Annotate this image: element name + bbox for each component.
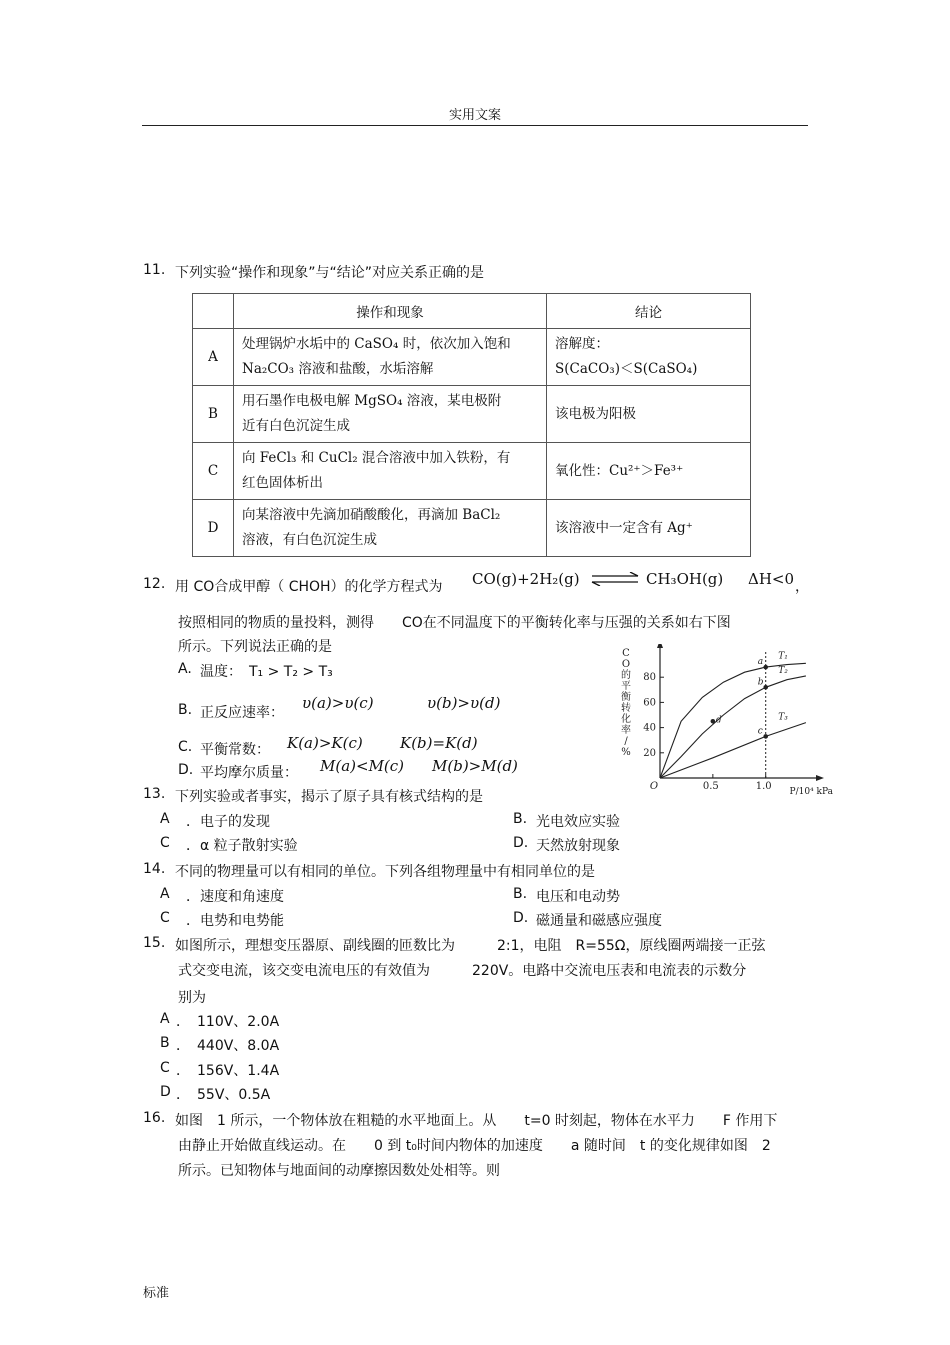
con-line: 溶解度：: [555, 336, 609, 352]
q12-formula: K(a)>K(c): [287, 734, 363, 752]
op-line: 红色固体析出: [242, 475, 323, 491]
q12-formula: M(a)<M(c): [320, 757, 405, 775]
y-axis-label-char: O: [621, 659, 631, 670]
q12-option-label: C.: [178, 739, 193, 755]
row-conclusion: 该电极为阳极: [547, 386, 751, 443]
q13-number: 13.: [143, 786, 166, 802]
q12-option-label: B.: [178, 702, 193, 718]
q15-option: ． 110V、2.0A: [176, 1014, 280, 1030]
x-axis-arrow: [816, 775, 824, 781]
row-operation: [234, 500, 547, 557]
q15-line1: 如图所示，理想变压器原、副线圈的匝数比为 2:1，电阻 R=55Ω，原线圈两端接一正弦: [175, 938, 766, 954]
page-footer: 标准: [143, 1286, 170, 1301]
q12-option-label: D.: [178, 762, 194, 778]
y-axis-label-char: /: [624, 736, 628, 747]
op-line: 处理锅炉水垢中的 CaSO₄ 时，依次加入饱和: [242, 336, 511, 352]
q13-option-c-label: C: [160, 835, 170, 851]
series-line-2: [660, 676, 806, 778]
q16-number: 16.: [143, 1110, 166, 1126]
q12-formula: K(b)=K(d): [400, 734, 478, 752]
op-line: 溶液，有白色沉淀生成: [242, 532, 377, 548]
q12-stem: 用 CO合成甲醇（ CHOH）的化学方程式为: [175, 579, 443, 595]
q16-line3: 所示。已知物体与地面间的动摩擦因数处处相等。则: [178, 1163, 500, 1179]
q14-option-d-label: D.: [513, 910, 529, 926]
row-operation: [234, 443, 547, 500]
q15-option: ． 156V、1.4A: [176, 1063, 280, 1079]
row-conclusion: [547, 329, 751, 386]
table-row: [193, 500, 751, 557]
data-point-c: [763, 734, 768, 739]
row-label: B: [193, 386, 234, 443]
header-operation: 操作和现象: [234, 294, 547, 329]
series-label: T₃: [778, 712, 788, 723]
table-corner: [193, 294, 234, 329]
x-tick-label: 1.0: [755, 781, 772, 792]
q15-line2: 式交变电流，该交变电流电压的有效值为 220V。电路中交流电压表和电流表的示数分: [178, 963, 747, 979]
y-axis-label-char: 平: [621, 681, 631, 692]
q12-option-text: 平均摩尔质量：: [200, 765, 298, 781]
q13-option-d: 天然放射现象: [536, 838, 620, 854]
table-row: [193, 329, 751, 386]
row-label: C: [193, 443, 234, 500]
series-label: T₂: [778, 665, 788, 676]
con-line: S(CaCO₃)＜S(CaSO₄): [555, 361, 698, 377]
y-axis-label-char: 转: [621, 703, 631, 714]
data-point-a: [763, 665, 768, 670]
q14-number: 14.: [143, 861, 166, 877]
y-axis-label-char: 的: [621, 670, 631, 681]
op-line: 向某溶液中先滴加硝酸酸化，再滴加 BaCl₂: [242, 507, 501, 523]
row-operation: [234, 329, 547, 386]
row-conclusion: 该溶液中一定含有 Ag⁺: [547, 500, 751, 557]
y-tick-label: 80: [643, 672, 656, 684]
co-conversion-chart: [614, 644, 834, 798]
q13-option-a-label: A: [160, 811, 170, 827]
q15-line3: 别为: [178, 990, 206, 1006]
q14-option-c-label: C: [160, 910, 170, 926]
y-tick-label: 40: [643, 722, 656, 734]
q15-option-label: A: [160, 1011, 170, 1027]
row-label: A: [193, 329, 234, 386]
row-label: D: [193, 500, 234, 557]
y-axis-label-char: 率: [621, 725, 631, 736]
q12-number: 12.: [143, 576, 166, 592]
q16-line2: 由静止开始做直线运动。在 0 到 t₀时间内物体的加速度 a 随时间 t 的变化规律如图 2: [178, 1138, 771, 1154]
row-conclusion: 氧化性：Cu²⁺＞Fe³⁺: [547, 443, 751, 500]
q11-table: [192, 293, 751, 557]
equation-dh: ΔH<0: [748, 570, 795, 588]
q12-option-text: 温度： T₁ > T₂ > T₃: [200, 664, 333, 680]
q13-option-a: ．电子的发现: [186, 814, 270, 830]
q14-option-d: 磁通量和磁感应强度: [536, 913, 662, 929]
q11-stem: 下列实验“操作和现象”与“结论”对应关系正确的是: [175, 265, 485, 281]
point-label: a: [757, 657, 764, 668]
op-line: Na₂CO₃ 溶液和盐酸，水垢溶解: [242, 361, 434, 377]
q15-option-label: B: [160, 1035, 170, 1051]
q14-option-a: ．速度和角速度: [186, 889, 284, 905]
equation-right: CH₃OH(g): [646, 570, 724, 588]
q15-option: ． 440V、8.0A: [176, 1038, 280, 1054]
op-line: 用石墨作电极电解 MgSO₄ 溶液，某电极附: [242, 393, 502, 409]
q12-line2: 按照相同的物质的量投料，测得 CO在不同温度下的平衡转化率与压强的关系如右下图: [178, 615, 731, 631]
y-axis-arrow: [657, 644, 663, 648]
q12-option-text: 正反应速率：: [200, 705, 284, 721]
q12-formula: υ(b)>υ(d): [427, 694, 501, 712]
x-axis-label: P/10⁴ kPa: [789, 787, 833, 797]
point-label: b: [757, 677, 764, 688]
header-rule: [142, 125, 808, 126]
page-header: 实用文案: [448, 108, 501, 123]
q14-option-b-label: B.: [513, 886, 528, 902]
q14-stem: 不同的物理量可以有相同的单位。下列各组物理量中有相同单位的是: [175, 864, 595, 880]
q12-option-label: A.: [178, 661, 192, 677]
q15-option-label: D: [160, 1084, 171, 1100]
y-tick-label: 20: [643, 747, 656, 759]
q13-option-d-label: D.: [513, 835, 529, 851]
q14-option-c: ．电势和电势能: [186, 913, 284, 929]
series-line-3: [660, 723, 806, 778]
header-conclusion: 结论: [547, 294, 751, 329]
data-point-d: [711, 719, 716, 724]
series-label: T₁: [778, 651, 788, 662]
equation-left: CO(g)+2H₂(g): [472, 570, 580, 588]
op-line: 近有白色沉淀生成: [242, 418, 350, 434]
table-row: [193, 443, 751, 500]
q16-line1: 如图 1 所示，一个物体放在粗糙的水平地面上。从 t=0 时刻起，物体在水平力 F 作用下: [175, 1113, 778, 1129]
q15-option-label: C: [160, 1060, 170, 1076]
point-label: c: [757, 726, 763, 737]
y-axis-label-char: 化: [621, 714, 631, 725]
q12-option-text: 平衡常数：: [200, 742, 270, 758]
q11-number: 11.: [143, 262, 166, 278]
q13-option-b-label: B.: [513, 811, 528, 827]
q12-formula: M(b)>M(d): [432, 757, 518, 775]
equilibrium-arrow-icon: [590, 572, 640, 586]
q14-option-b: 电压和电动势: [536, 889, 620, 905]
op-line: 向 FeCl₃ 和 CuCl₂ 混合溶液中加入铁粉，有: [242, 450, 511, 466]
y-tick-label: 60: [643, 697, 656, 709]
q15-option: ． 55V、0.5A: [176, 1087, 271, 1103]
q12-line3: 所示。下列说法正确的是: [178, 639, 332, 655]
y-axis-label-char: C: [622, 648, 630, 659]
table-row: [193, 386, 751, 443]
point-label: d: [715, 715, 722, 726]
y-axis-label-char: 衡: [621, 692, 631, 703]
y-axis-label-char: %: [621, 747, 631, 758]
x-tick-label: 0.5: [702, 781, 719, 792]
q14-option-a-label: A: [160, 886, 170, 902]
origin-label: O: [649, 781, 659, 792]
data-point-b: [763, 685, 768, 690]
q12-formula: υ(a)>υ(c): [302, 694, 374, 712]
q15-number: 15.: [143, 935, 166, 951]
row-operation: [234, 386, 547, 443]
q13-option-c: ．α 粒子散射实验: [186, 838, 298, 854]
q13-option-b: 光电效应实验: [536, 814, 620, 830]
table-header-row: [193, 294, 751, 329]
equation-comma: ，: [795, 579, 809, 595]
q13-stem: 下列实验或者事实，揭示了原子具有核式结构的是: [175, 789, 483, 805]
